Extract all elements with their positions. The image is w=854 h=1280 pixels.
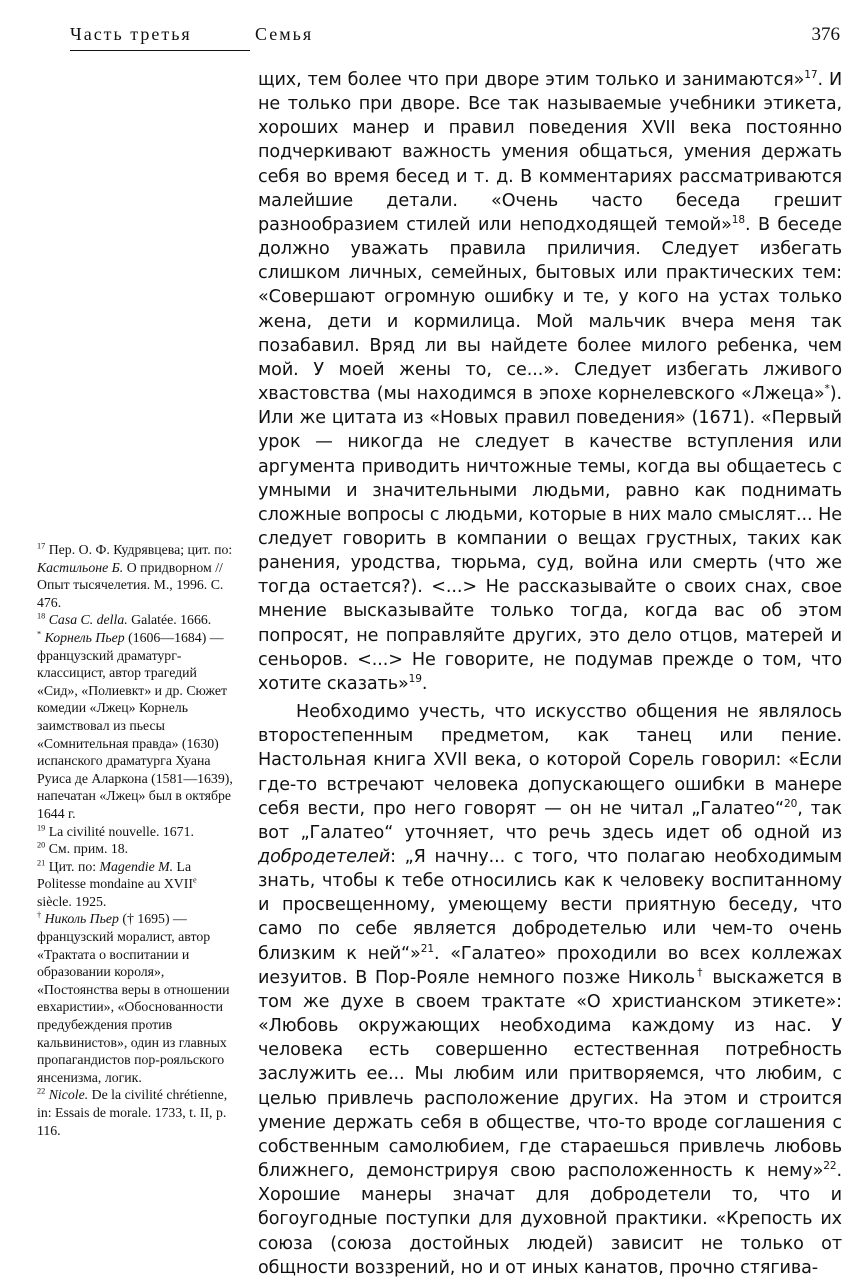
- text-run: . В беседе должно уважать правила приличия. Следует избегать слишком личных, семейных, бытовых или практических тем: «Совершают огромную ошибку и те, у кого на устах только жена, дети и кормилица. Мой мальчик вчера меня так позабавил. Вряд ли вы найдете более милого ребенка, чем мой. У моей жены то, се...». Следует избегать лживого хвастовства (мы находимся в эпохе корнелевского «Лжеца»: [258, 214, 842, 405]
- footnote-ref-20: 20: [783, 797, 798, 810]
- footnote-mark: 18: [37, 611, 46, 621]
- author-name: Николь Пьер: [44, 911, 119, 927]
- text-run: Необходимо учесть, что искусство общения не являлось второстепенным предметом, как танец или пение. Настольная книга XVII века, о которой Сорель говорил: «Если где-то встречают человека допускающего ошибки в манере себя вести, про него говорят — он не читал „Галатео“: [258, 702, 842, 819]
- author-name: Кастильоне Б.: [37, 559, 124, 575]
- footnote-ref-22: 22: [823, 1160, 837, 1173]
- footnote-21: [37, 858, 233, 911]
- footnote-19: [37, 823, 233, 841]
- note-text: Цит. по:: [45, 858, 100, 874]
- footnote-ref-star: *: [824, 383, 830, 396]
- footnote-22: [37, 1086, 233, 1139]
- note-text: La Politesse mondaine au XVII: [37, 858, 193, 892]
- note-text: siècle. 1925.: [37, 893, 107, 909]
- footnote-17: [37, 541, 233, 611]
- superscript: e: [192, 875, 197, 885]
- main-text: [258, 68, 842, 1280]
- note-text: La civilité nouvelle. 1671.: [45, 823, 194, 839]
- note-text: De la civilité chrétienne, in: Essais de morale. 1733, t. II, p. 116.: [37, 1087, 228, 1138]
- text-run: ). Или же цитата из «Новых правил поведения» (1671). «Первый урок — никогда не следует в качестве вступления или аргумента приводить ничтожные темы, когда вы общаетесь с умными и значительными людьми, равно как поднимать сложные вопросы с людьми, которые в них мало смыслят... Не следует говорить в компании о вещах грустных, таких как ранения, уродства, тюрьма, суд, война или смерть (что же тогда остается?). <...> Не рассказывайте о своих снах, свое мнение высказывайте только тогда, когда вас об этом попросят, не поправляйте других, это дело отцов, матерей и сеньоров. <...> Не говорите, не подумав прежде о том, что хотите сказать»: [258, 384, 842, 694]
- note-text: († 1695) — французский моралист, автор «Трактата о воспитании и образовании короля», «Постоянства веры в отношении евхаристии», «Обоснованности предубеждения против кальвинистов», один из главных пропагандистов пор-рояльского янсенизма, логик.: [37, 911, 230, 1085]
- text-run: . И не только при дворе. Все так называемые учебники этикета, хороших манер и правил поведения XVII века постоянно подчеркивают важность умения общаться, умения держать себя во время бесед и т. д. В комментариях рассматриваются малейшие детали. «Очень часто беседа грешит разнообразием стилей или неподходящей темой»: [258, 70, 842, 235]
- footnote-mark: 22: [37, 1086, 46, 1096]
- text-run: . «Галатео» проходили во всех коллежах иезуитов. В Пор-Рояле немного позже Николь: [258, 943, 843, 988]
- footnote-star: [37, 629, 233, 823]
- page-number: 376: [811, 24, 840, 45]
- footnote-ref-19: 19: [408, 673, 422, 686]
- footnote-ref-18: 18: [731, 214, 745, 227]
- footnote-20: [37, 840, 233, 858]
- footnote-mark: 17: [37, 541, 46, 551]
- footnote-mark: 19: [37, 822, 46, 832]
- note-text: См. прим. 18.: [45, 841, 129, 857]
- footnote-dagger: [37, 910, 233, 1086]
- author-name: Корнель Пьер: [44, 629, 125, 645]
- footnote-mark: 21: [37, 858, 46, 868]
- text-run: : „Я начну... с того, что полагаю необходимым знать, чтобы к тебе относились как к человеку воспитанному и просвещенному, умеющему вести приятную беседу, что само по себе является добродетелью или чем-то очень близким к ней“»: [258, 847, 842, 964]
- note-text: Galatée. 1666.: [127, 612, 212, 628]
- footnote-ref-21: 21: [420, 942, 434, 955]
- chapter-title: Семья: [255, 24, 314, 44]
- emphasis: добродетелей: [258, 847, 391, 867]
- author-name: Magendie M.: [99, 858, 174, 874]
- footnote-mark: 20: [37, 840, 46, 850]
- footnote-mark: †: [37, 910, 42, 920]
- paragraph-1: [258, 68, 842, 696]
- text-run: щих, тем более что при дворе этим только и занимаются»: [258, 70, 805, 90]
- note-text: Пер. О. Ф. Кудрявцева; цит. по:: [45, 542, 233, 557]
- author-name: Casa C. della.: [48, 612, 128, 628]
- note-text: (1606—1684) — французский драматург-классицист, автор трагедий «Сид», «Полиевкт» и др. Сюжет комедии «Лжец» Корнель заимствовал из пьесы «Сомнительная правда» (1630) испанского драматурга Хуана Руиса де Аларкона (1581—1639), напечатан «Лжец» был в октябре 1644 г.: [37, 629, 233, 821]
- footnotes: [37, 541, 233, 1139]
- text-run: , так вот „Галатео“ уточняет, что речь здесь идет об одной из: [258, 798, 843, 843]
- footnote-ref-dagger: †: [694, 966, 705, 979]
- footnote-mark: *: [37, 629, 42, 639]
- text-run: выскажется в том же духе в своем трактате «О христианском этикете»: «Любовь окружающих необходима каждому из нас. У человека есть совершенно естественная потребность заслужить ее... Мы любим или притворяемся, что любим, с целью привлечь расположение других. На этом и строится умение держать себя в обществе, что-то вроде соглашения с собственным самолюбием, где стараешься привлечь любовь ближнего, демонстрируя свою расположенность к нему»: [258, 967, 842, 1182]
- part-title: Часть третья: [70, 24, 192, 44]
- footnote-ref-17: 17: [804, 69, 818, 82]
- author-name: Nicole.: [48, 1087, 89, 1103]
- text-run: . Хорошие манеры значат для добродетели то, что и богоугодные поступки для духовной практики. «Крепость их союза (союза достойных людей) зависит не только от общности воззрений, но и от иных канатов, прочно стягива-: [258, 1161, 842, 1278]
- running-header: [70, 18, 850, 50]
- header-rule: [70, 50, 250, 51]
- note-text: О придворном // Опыт тысячелетия. М., 1996. С. 476.: [37, 559, 224, 610]
- footnote-18: [37, 611, 233, 629]
- text-run: .: [421, 673, 428, 694]
